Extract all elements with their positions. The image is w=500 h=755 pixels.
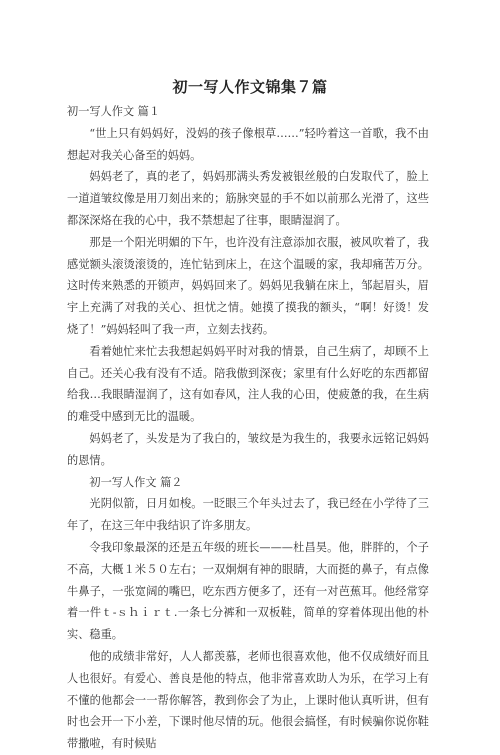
- paragraph: 妈妈老了，真的老了，妈妈那满头秀发被银丝般的白发取代了，脸上一道道皱纹像是用刀刻出来的；筋脉突显的手不如以前那么光滑了，这些都深深烙在我的心中，我不禁想起了往事，眼睛湿润了。: [67, 170, 429, 227]
- paragraph: 光阴似箭，日月如梭。一眨眼三个年头过去了，我已经在小学待了三年了，在这三年中我结识了许多朋友。: [67, 497, 429, 533]
- paragraph: 那是一个阳光明媚的下午，也许没有注意添加衣服，被风吹着了，我感觉额头滚烫滚烫的，连忙钻到床上，在这个温暖的家，我却痛苦万分。这时传来熟悉的开锁声，妈妈回来了。妈妈见我躺在床上，邹起眉头，眉宇上充满了对我的关心、担忧之情。她摸了摸我的额头，“啊！好烫！发烧了！”妈妈轻叫了我一声，立刻去找药。: [67, 235, 429, 336]
- document-title: 初一写人作文锦集７篇: [172, 78, 328, 96]
- paragraph: 妈妈老了，头发是为了我白的，皱纹是为我生的，我要永远铭记妈妈的恩情。: [67, 431, 429, 467]
- document-body: [67, 101, 429, 755]
- paragraph: 看着她忙来忙去我想起妈妈平时对我的情景，自己生病了，却顾不上自己。还关心我有没有不适。陪我傲到深夜；家里有什么好吃的东西都留给我…我眼睛湿润了，这有如春风，注人我的心田，使疲惫的我，在生病的难受中感到无比的温暖。: [67, 344, 429, 424]
- section-heading-1: 初一写人作文 篇１: [67, 105, 161, 118]
- paragraph: “世上只有妈妈好，没妈的孩子像根草……”轻吟着这一首歌，我不由想起对我关心备至的妈妈。: [67, 126, 429, 162]
- section-heading-2: 初一写人作文 篇２: [89, 475, 183, 489]
- paragraph: 他的成绩非常好，人人都羡慕，老师也很喜欢他，他不仅成绩好而且人也很好。有爱心、善良是他的特点，他非常喜欢助人为乐，在学习上有不懂的他都会一一帮你解答，教到你会了为止，上课时他认真听讲，但有时也会开一下小差，下课时他尽情的玩。他很会搞怪，有时候骗你说你鞋带撒啦，有时候贴: [67, 649, 429, 751]
- paragraph: 令我印象最深的还是五年级的班长———杜昌昊。他，胖胖的，个子不高，大概１米５０左右；一双炯炯有神的眼睛，大而挺的鼻子，有点像牛鼻子，一张宽阔的嘴巴，吃东西方便多了，还有一对芭蕉耳。他经常穿着一件ｔ-ｓｈｉｒｔ.一条七分裤和一双板鞋，简单的穿着体现出他的朴实、稳重。: [67, 540, 429, 642]
